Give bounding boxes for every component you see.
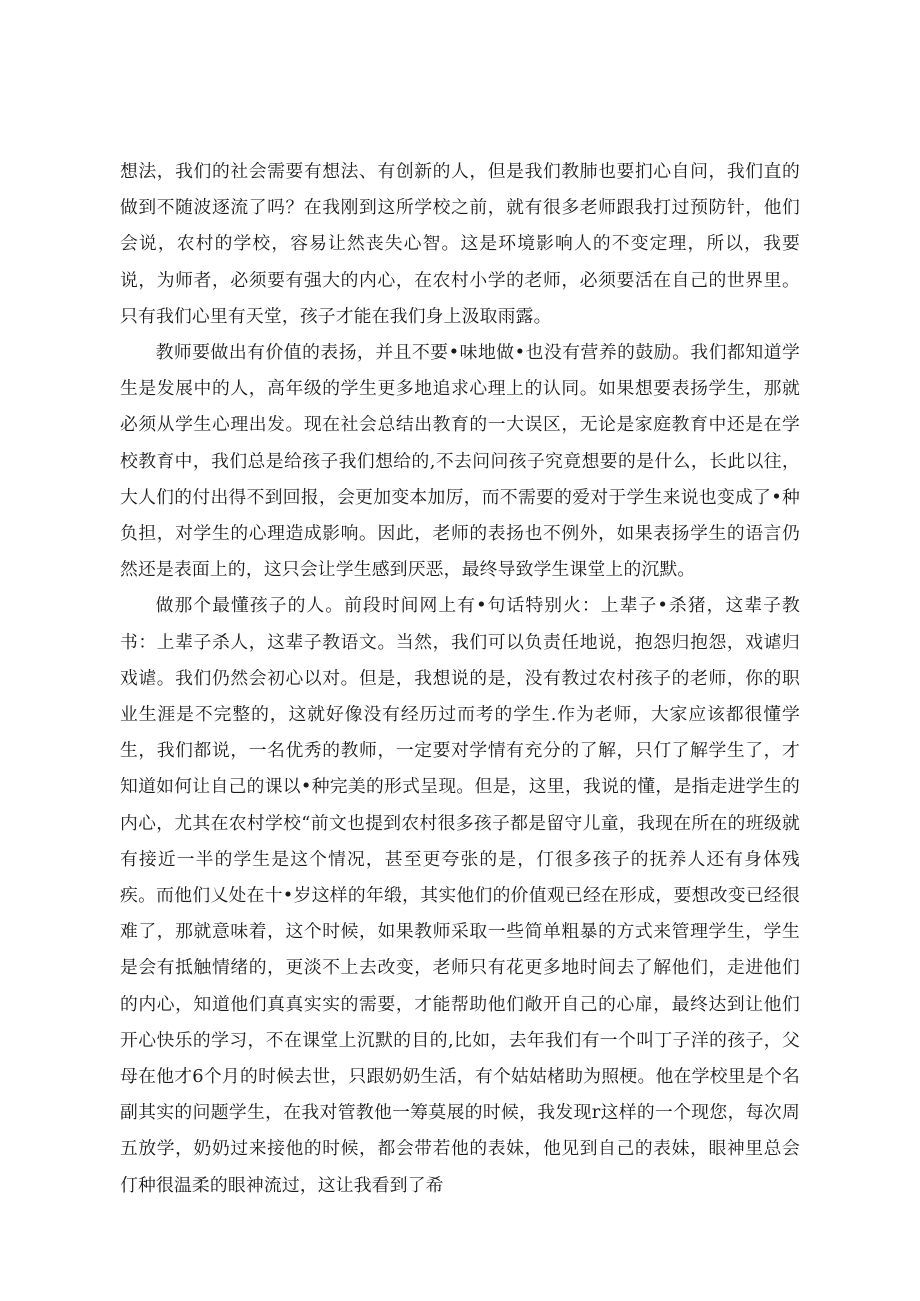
paragraph-1: 想法，我们的社会需要有想法、有创新的人，但是我们教肺也要扪心自问，我们直的做到不随波逐流了吗？在我刚到这所学校之前，就有很多老师跟我打过预防针，他们会说，农村的学校，容易让然丧失心智。这是环境影响人的不变定理，所以，我要说，为师者，必须要有强大的内心，在农村小学的老师，必须要活在自己的世界里。只有我们心里有天堂，孩子才能在我们身上汲取雨露。 <box>120 161 800 327</box>
document-body <box>120 154 800 1204</box>
paragraph-2: 教师要做出有价值的表扬，并且不要•味地做•也没有营养的鼓励。我们都知道学生是发展中的人，高年级的学生更多地追求心理上的认同。如果想要表扬学生，那就必须从学生心理出发。现在社会总结出教育的一大误区，无论是家庭教育中还是在学校教育中，我们总是给孩子我们想给的,不去问问孩子究竟想要的是什么，长此以往，大人们的付出得不到回报，会更加变本加厉，而不需要的爱对于学生来说也变成了•种负担，对学生的心理造成影响。因此，老师的表扬也不例外，如果表扬学生的语言仍然还是表面上的，这只会让学生感到厌恶，最终导致学生课堂上的沉默。 <box>120 342 800 581</box>
paragraph-3: 做那个最懂孩子的人。前段时间网上有•句话特别火：上辈子•杀猪，这辈子教书：上辈子杀人，这辈子教语文。当然，我们可以负责任地说，抱怨归抱怨，戏谑归戏谑。我们仍然会初心以对。但是，我想说的是，没有教过农村孩子的老师，你的职业生涯是不完整的，这就好像没有经历过而考的学生.作为老师，大家应该都很懂学生，我们都说，一名优秀的教师，一定要对学情有充分的了解，只仃了解学生了，才知道如何让自己的课以•种完美的形式呈现。但是，这里，我说的懂，是指走进学生的内心，尤其在农村学校“前文也提到农村很多孩子都是留守儿童，我现在所在的班级就有接近一半的学生是这个情况，甚至更夸张的是，仃很多孩子的抚养人还有身体残疾。而他们乂处在十•岁这样的年缎，其实他们的价值观已经在形成，要想改变已经很难了，那就意味着，这个时候，如果教师采取一些简单粗暴的方式来管理学生，学生是会有抵触情绪的，更淡不上去改变，老师只有花更多地时间去了解他们，走进他们的内心，知道他们真真实实的需要，才能帮助他们敞开自己的心扉，最终达到让他们开心快乐的学习，不在课堂上沉默的目的,比如，去年我们有一个叫丁子洋的孩子，父母在他才6个月的时候去世，只跟奶奶生活，有个姑姑楮助为照梗。他在学校里是个名副其实的问题学生，在我对管教他一筹莫展的时候，我发现r这样的一个现您，每次周五放学，奶奶过来接他的时候，都会带若他的表妹，他见到自己的表妹，眼神里总会仃种很温柔的眼神流过，这让我看到了希 <box>120 595 800 1196</box>
